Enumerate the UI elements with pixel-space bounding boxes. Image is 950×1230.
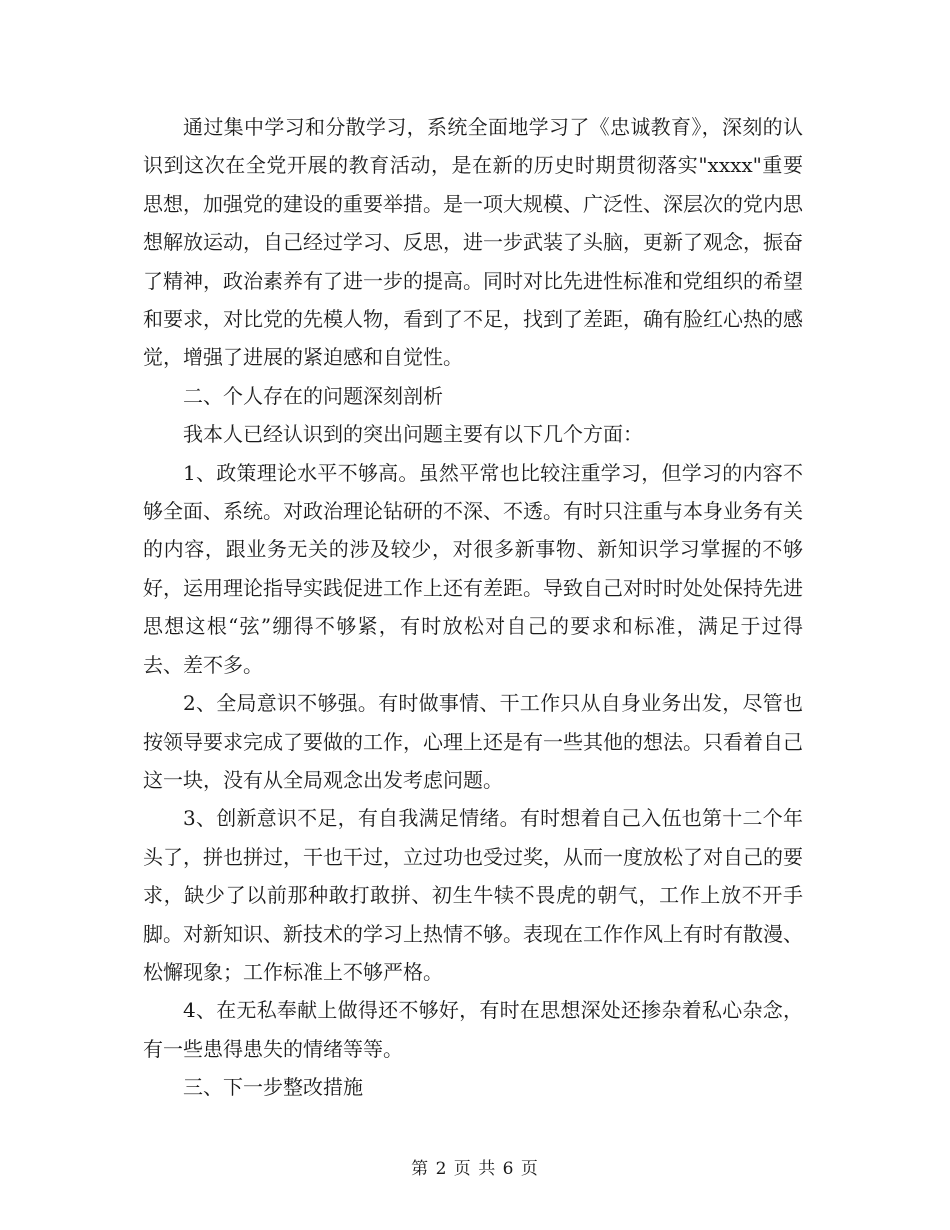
paragraph-problem-2: 2、全局意识不够强。有时做事情、干工作只从自身业务出发，尽管也按领导要求完成了要做的工作，心理上还是有一些其他的想法。只看着自己这一块，没有从全局观念出发考虑问题。 — [143, 691, 803, 792]
paragraph-problem-4: 4、在无私奉献上做得还不够好，有时在思想深处还掺杂着私心杂念，有一些患得患失的情绪等等。 — [143, 998, 803, 1061]
document-body — [143, 108, 803, 1107]
section-heading-3: 三、下一步整改措施 — [183, 1075, 363, 1100]
paragraph-problem-3: 3、创新意识不足，有自我满足情绪。有时想着自己入伍也第十二个年头了，拼也拼过，干也干过，立过功也受过奖，从而一度放松了对自己的要求，缺少了以前那种敢打敢拼、初生牛犊不畏虎的朝气，工作上放不开手脚。对新知识、新技术的学习上热情不够。表现在工作作风上有时有散漫、松懈现象；工作标准上不够严格。 — [143, 806, 803, 984]
page-footer: 第 2 页 共 6 页 — [411, 1159, 539, 1179]
section-heading-2: 二、个人存在的问题深刻剖析 — [183, 383, 443, 408]
paragraph-problems-lead: 我本人已经认识到的突出问题主要有以下几个方面： — [183, 422, 643, 447]
paragraph-intro: 通过集中学习和分散学习，系统全面地学习了《忠诚教育》，深刻的认识到这次在全党开展的教育活动，是在新的历史时期贯彻落实"xxxx"重要思想，加强党的建设的重要举措。是一项大规模、广泛性、深层次的党内思想解放运动，自己经过学习、反思，进一步武装了头脑，更新了观念，振奋了精神，政治素养有了进一步的提高。同时对比先进性标准和党组织的希望和要求，对比党的先模人物，看到了不足，找到了差距，确有脸红心热的感觉，增强了进展的紧迫感和自觉性。 — [143, 115, 803, 370]
paragraph-problem-1: 1、政策理论水平不够高。虽然平常也比较注重学习，但学习的内容不够全面、系统。对政治理论钻研的不深、不透。有时只注重与本身业务有关的内容，跟业务无关的涉及较少，对很多新事物、新知识学习掌握的不够好，运用理论指导实践促进工作上还有差距。导致自己对时时处处保持先进思想这根“弦”绷得不够紧，有时放松对自己的要求和标准，满足于过得去、差不多。 — [143, 460, 803, 677]
